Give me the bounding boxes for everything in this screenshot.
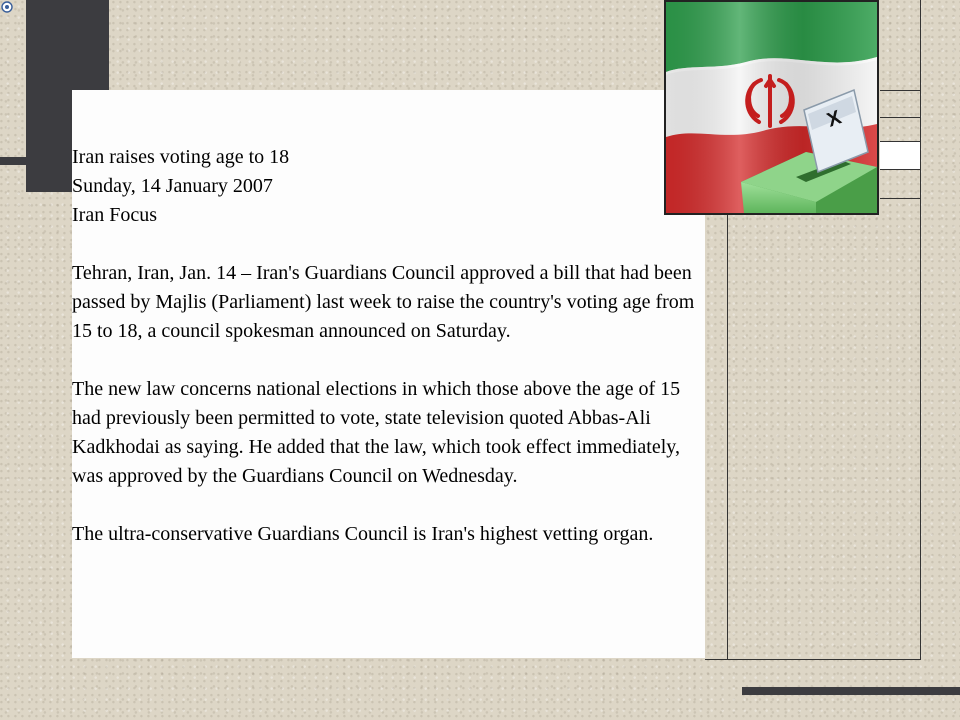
iran-flag-ballot-box-image [664, 0, 879, 215]
grid-line-vertical-2 [920, 0, 921, 660]
paragraph-spacer [72, 346, 712, 375]
article [72, 143, 712, 549]
paragraph-spacer [72, 491, 712, 520]
grid-line-bottom [705, 659, 921, 660]
left-horizontal-bar [0, 157, 72, 165]
article-date: Sunday, 14 January 2007 [72, 175, 273, 197]
article-paragraph: Tehran, Iran, Jan. 14 – Iran's Guardians Council approved a bill that had been passed by Majlis (Parliament) last week to raise the country's voting age from 15 to 18, a council spokesman announced on Saturday. [72, 262, 695, 342]
bottom-right-bar [742, 687, 960, 695]
grid-line-horizontal-5 [880, 198, 921, 199]
grid-line-horizontal-4 [880, 169, 921, 170]
grid-cell-highlight [880, 142, 920, 169]
ballot-mark: X [824, 106, 845, 132]
article-headline: Iran raises voting age to 18 [72, 146, 290, 168]
paragraph-spacer [72, 230, 712, 259]
grid-line-horizontal-2 [880, 117, 921, 118]
iran-flag-ballot-box-icon [666, 2, 877, 213]
grid-line-horizontal-1 [880, 90, 921, 91]
speaker-notes-icon[interactable] [0, 0, 14, 14]
article-paragraph: The new law concerns national elections in which those above the age of 15 had previously been permitted to vote, state television quoted Abbas-Ali Kadkhodai as saying. He added that the law, which took effect immediately, was approved by the Guardians Council on Wednesday. [72, 378, 681, 487]
article-source: Iran Focus [72, 204, 157, 226]
article-paragraph: The ultra-conservative Guardians Council is Iran's highest vetting organ. [72, 523, 654, 545]
